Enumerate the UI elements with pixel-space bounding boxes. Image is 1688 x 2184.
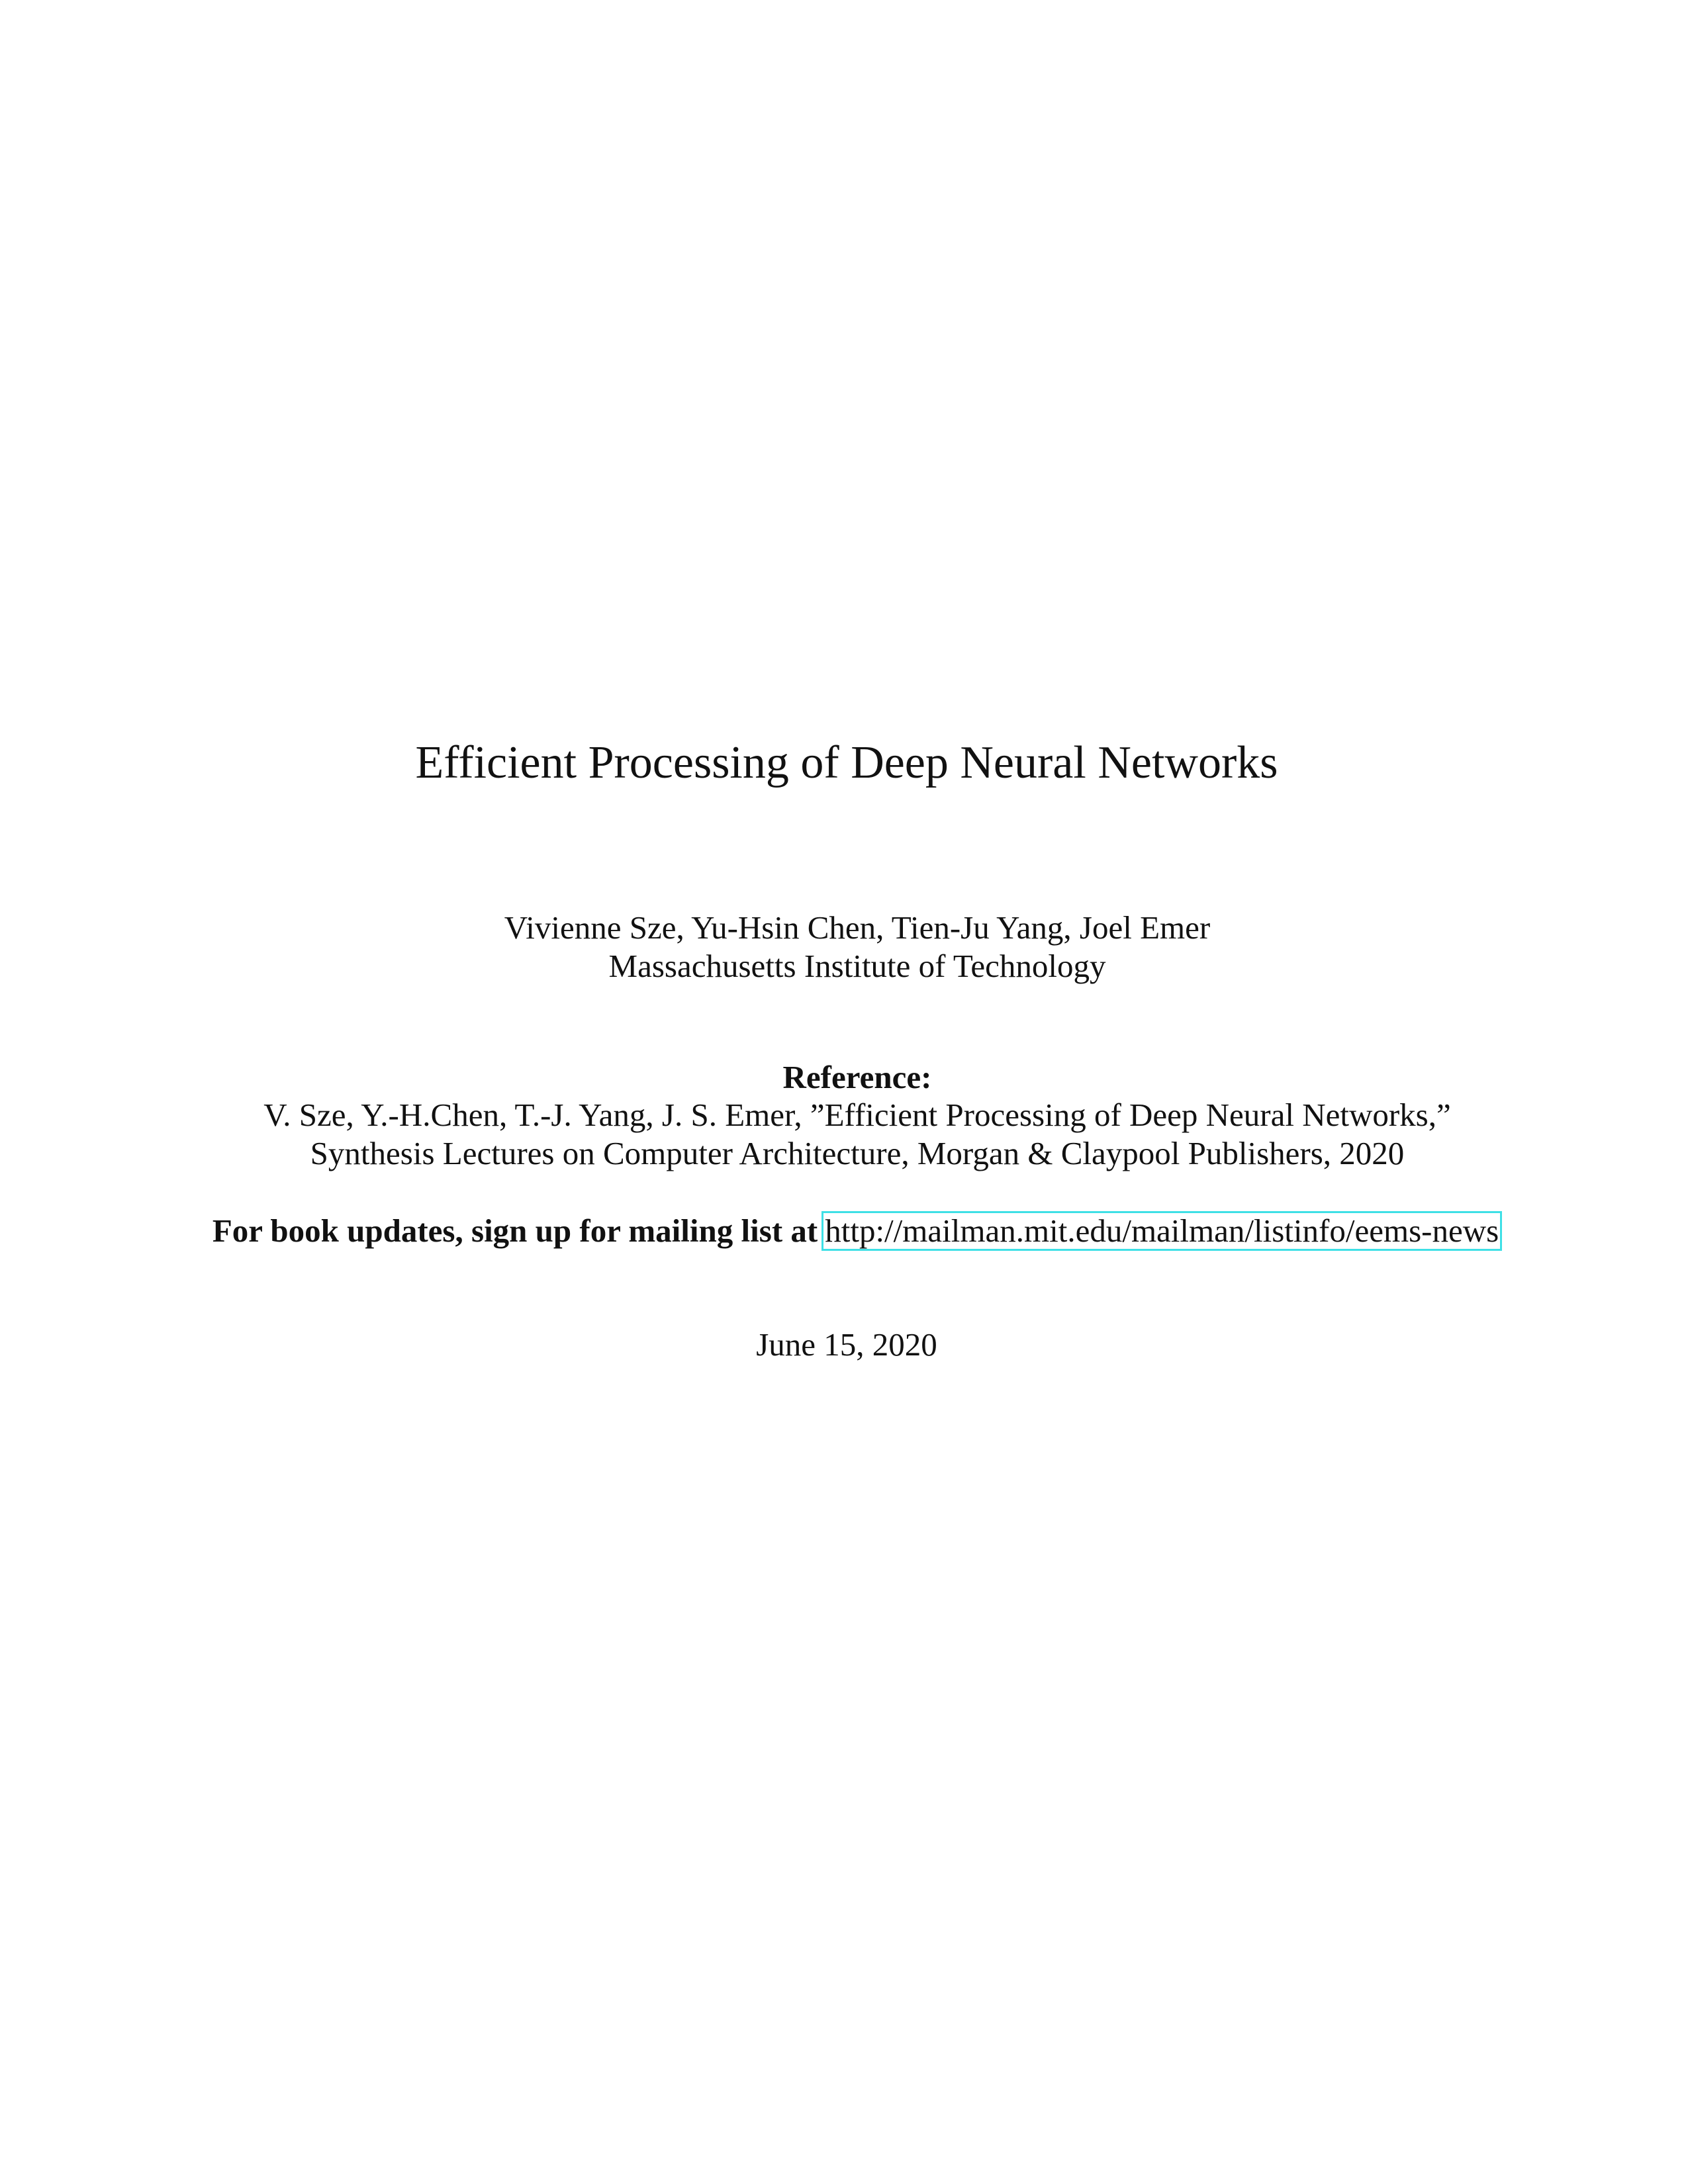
reference-citation-line-2: Synthesis Lectures on Computer Architecture, Morgan & Claypool Publishers, 2020 <box>310 1135 1405 1171</box>
document-date: June 15, 2020 <box>756 1326 937 1363</box>
mailing-list-link[interactable]: http://mailman.mit.edu/mailman/listinfo/eems-news <box>821 1211 1502 1251</box>
book-updates-line <box>0 1211 1688 1251</box>
reference-heading: Reference: <box>782 1059 932 1095</box>
book-updates-label: For book updates, sign up for mailing list at <box>212 1212 818 1249</box>
author-list: Vivienne Sze, Yu-Hsin Chen, Tien-Ju Yang, Joel Emer <box>504 909 1211 946</box>
reference-citation-line-1: V. Sze, Y.-H.Chen, T.-J. Yang, J. S. Emer, ”Efficient Processing of Deep Neural Networks,” <box>263 1097 1451 1133</box>
document-title: Efficient Processing of Deep Neural Networks <box>415 737 1278 788</box>
author-affiliation: Massachusetts Institute of Technology <box>608 948 1106 984</box>
